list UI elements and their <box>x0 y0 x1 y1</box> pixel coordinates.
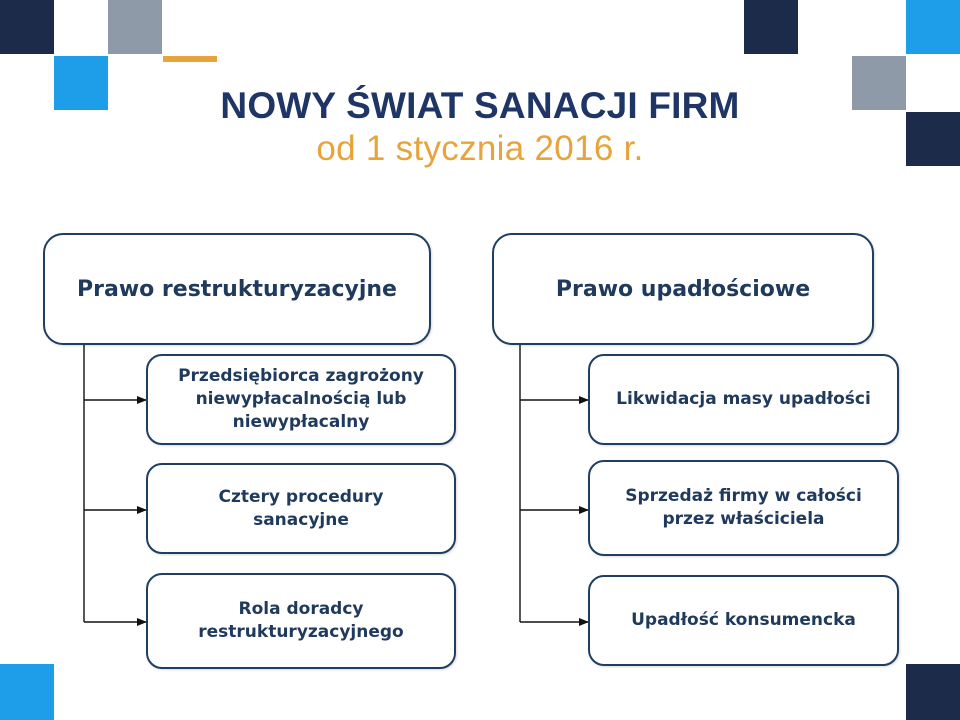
left-item-1-box <box>146 354 456 445</box>
page-title: NOWY ŚWIAT SANACJI FIRM <box>220 85 740 126</box>
left-heading-text: Prawo restrukturyzacyjne <box>77 276 397 302</box>
right-item-2-box <box>588 460 899 556</box>
right-heading-text: Prawo upadłościowe <box>555 276 811 302</box>
right-item-2-text: Sprzedaż firmy w całości przez właściciela <box>625 486 862 529</box>
right-heading-box <box>492 233 874 345</box>
right-item-3-box <box>588 575 899 666</box>
left-item-2-text: Cztery procedury sanacyjne <box>218 486 384 530</box>
left-item-2-box <box>146 463 456 554</box>
left-heading-box <box>43 233 431 345</box>
right-item-3-text: Upadłość konsumencka <box>631 610 856 630</box>
right-item-1-text: Likwidacja masy upadłości <box>616 389 871 409</box>
left-item-3-box <box>146 573 456 669</box>
left-item-1-text: Przedsiębiorca zagrożony niewypłacalnością lub niewypłacalny <box>178 366 424 432</box>
left-item-3-text: Rola doradcy restrukturyzacyjnego <box>198 599 404 642</box>
right-item-1-box <box>588 354 899 445</box>
page-subtitle: od 1 stycznia 2016 r. <box>316 129 644 168</box>
